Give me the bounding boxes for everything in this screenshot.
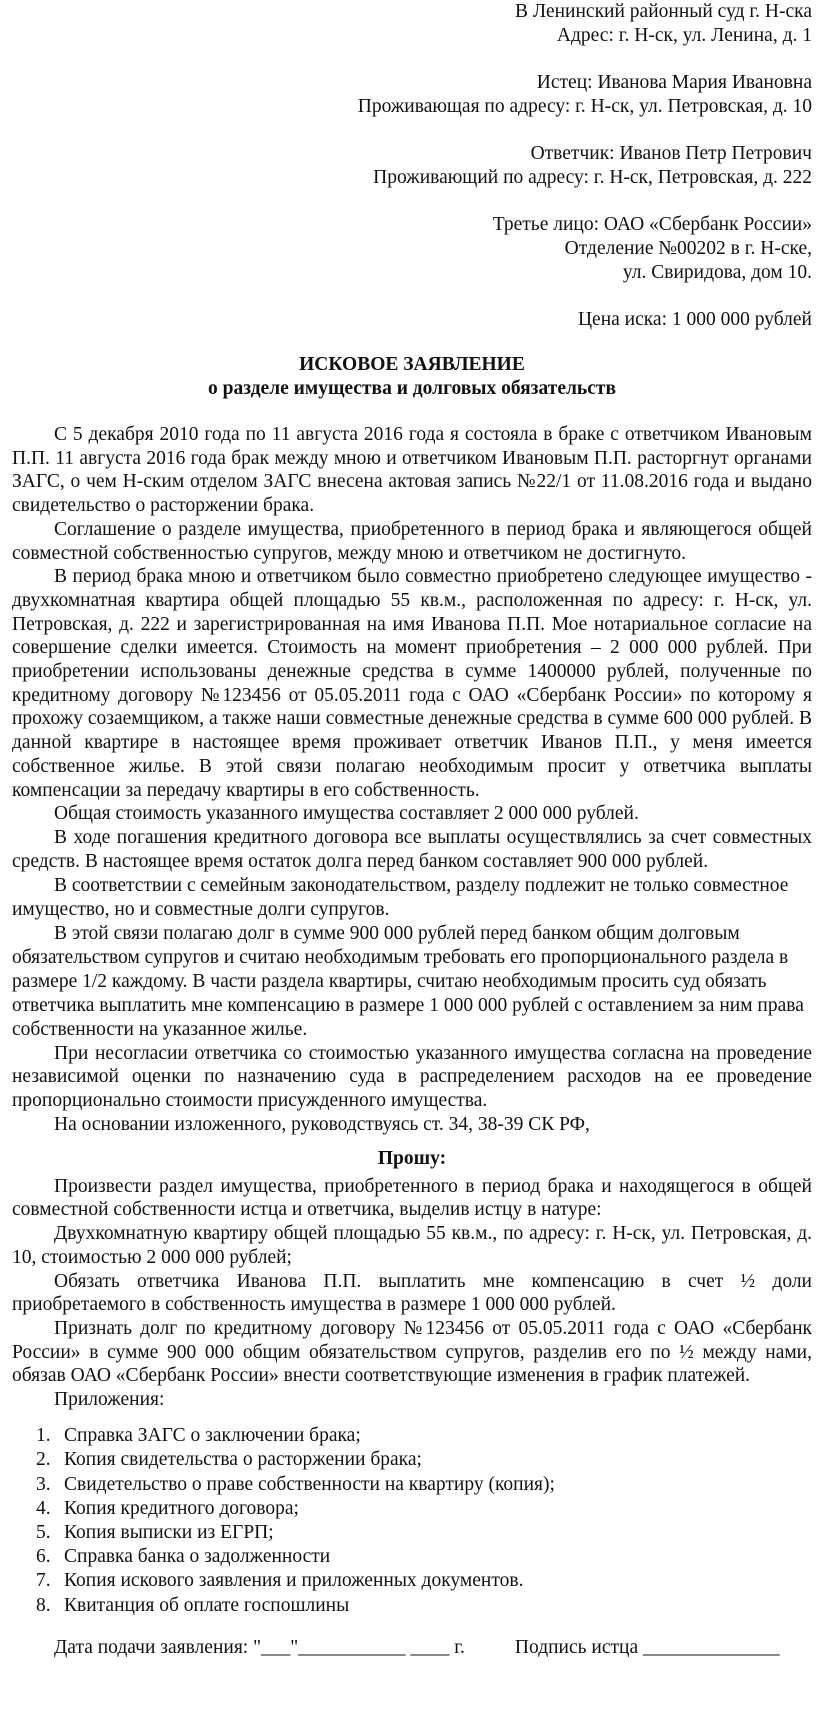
request-item: Произвести раздел имущества, приобретенного в период брака и находящегося в общей совместной собственности истца и ответчика, выделив истцу в натуре: [12, 1175, 812, 1221]
request-list [12, 1175, 812, 1388]
addressee-block [12, 0, 812, 332]
body-paragraph: В период брака мною и ответчиком было совместно приобретено следующее имущество - двухкомнатная квартира общей площадью 55 кв.м., расположенная по адресу: г. Н-ск, ул. Петровская, д. 222 и зарегистрированная на имя Иванова П.П. Мое нотариальное согласие на совершение сделки имеется. Стоимость на момент приобретения – 2 000 000 рублей. При приобретении использованы денежные средства в сумме 1400000 рублей, полученные по кредитному договору №123456 от 05.05.2011 года с ОАО «Сбербанк России» по которому я прохожу созаемщиком, а также наши совместные денежные средства в сумме 600 000 рублей. В данной квартире в настоящее время проживает ответчик Иванов П.П., у меня имеется собственное жилье. В этой связи полагаю необходимым просит у ответчика выплаты компенсации за передачу квартиры в его собственность. [12, 566, 812, 801]
third-party-name: Третье лицо: ОАО «Сбербанк России» [492, 214, 812, 235]
document-subtitle: о разделе имущества и долговых обязательств [207, 378, 617, 399]
attachments-heading: Приложения: [54, 1389, 165, 1411]
attachment-item [12, 1424, 812, 1448]
body-paragraph: В этой связи полагаю долг в сумме 900 000 рублей перед банком общим долговым обязательством супругов и считаю необходимым требовать его пропорционального раздела в размере 1/2 каждому. В части раздела квартиры, считаю необходимым просить суд обязать ответчика выплатить мне компенсацию в размере 1 000 000 рублей с оставлением за ним права собственности на указанное жилье. [12, 922, 804, 1040]
court-name: В Ленинский районный суд г. Н-ска [514, 1, 812, 22]
request-item: Признать долг по кредитному договору №123456 от 05.05.2011 года с ОАО «Сбербанк России» в сумме 900 000 общим обязательством супругов, разделив его по ½ между нами, обязав ОАО «Сбербанк России» внести соответствующие изменения в график платежей. [12, 1317, 812, 1387]
attachment-text: Справка ЗАГС о заключении брака; [64, 1425, 361, 1447]
defendant-address: Проживающий по адресу: г. Н-ск, Петровская, д. 222 [373, 167, 812, 188]
claim-body [12, 423, 812, 1137]
attachment-number: 8. [36, 1594, 51, 1616]
attachment-text: Копия искового заявления и приложенных документов. [64, 1570, 524, 1592]
attachment-text: Квитанция об оплате госпошлины [64, 1594, 350, 1616]
attachment-item [12, 1545, 812, 1569]
body-paragraph: Соглашение о разделе имущества, приобретенного в период брака и являющегося общей совместной собственностью супругов, между мною и ответчиком не достигнуто. [12, 518, 812, 564]
attachments-list [12, 1424, 812, 1618]
body-paragraph: В ходе погашения кредитного договора все выплаты осуществлялись за счет совместных средств. В настоящее время остаток долга перед банком составляет 900 000 рублей. [12, 827, 812, 872]
attachment-number: 4. [36, 1497, 51, 1519]
attachment-item [12, 1594, 812, 1618]
attachment-text: Копия свидетельства о расторжении брака; [64, 1449, 422, 1471]
attachment-item [12, 1569, 812, 1593]
attachment-number: 3. [36, 1473, 51, 1495]
third-party-street: ул. Свиридова, дом 10. [622, 262, 812, 283]
body-paragraph: С 5 декабря 2010 года по 11 августа 2016 года я состояла в браке с ответчиком Ивановым П.П. 11 августа 2016 года брак между мною и ответчиком Ивановым П.П. расторгнут органами ЗАГС, о чем Н-ским отделом ЗАГС внесена актовая запись №22/1 от 11.08.2016 года и выдано свидетельство о расторжении брака. [12, 424, 812, 517]
third-party-branch: Отделение №00202 в г. Н-ске, [564, 238, 812, 259]
attachment-text: Свидетельство о праве собственности на квартиру (копия); [64, 1473, 555, 1495]
attachment-item [12, 1473, 812, 1497]
attachment-text: Справка банка о задолженности [64, 1546, 331, 1568]
request-item: Обязать ответчика Иванова П.П. выплатить мне компенсацию в счет ½ доли приобретаемого в собственность имущества в размере 1 000 000 рублей. [12, 1270, 812, 1316]
attachment-number: 1. [36, 1425, 51, 1447]
attachment-number: 7. [36, 1570, 51, 1592]
request-heading: Прошу: [377, 1147, 447, 1169]
attachment-number: 6. [36, 1546, 51, 1568]
court-address: Адрес: г. Н-ск, ул. Ленина, д. 1 [556, 25, 812, 46]
request-item: Двухкомнатную квартиру общей площадью 55 кв.м., по адресу: г. Н-ск, ул. Петровская, д. 10, стоимостью 2 000 000 рублей; [12, 1223, 812, 1268]
claim-price: Цена иска: 1 000 000 рублей [577, 309, 812, 330]
body-paragraph: Общая стоимость указанного имущества составляет 2 000 000 рублей. [54, 803, 639, 825]
attachment-number: 5. [36, 1521, 51, 1543]
body-paragraph: На основании изложенного, руководствуясь ст. 34, 38-39 СК РФ, [54, 1113, 590, 1135]
defendant-name: Ответчик: Иванов Петр Петрович [530, 143, 812, 164]
plaintiff-name: Истец: Иванова Мария Ивановна [536, 72, 812, 93]
document-page [12, 0, 812, 1660]
body-paragraph: В соответствии с семейным законодательством, разделу подлежит не только совместное имущество, но и совместные долги супругов. [12, 874, 789, 920]
plaintiff-address: Проживающая по адресу: г. Н-ск, ул. Петровская, д. 10 [357, 96, 812, 117]
document-title: ИСКОВОЕ ЗАЯВЛЕНИЕ [299, 354, 525, 375]
attachment-item [12, 1448, 812, 1472]
body-paragraph: При несогласии ответчика со стоимостью указанного имущества согласна на проведение независимой оценки по назначению суда в распределением расходов на ее проведение пропорционально стоимости присужденного имущества. [12, 1042, 812, 1112]
plaintiff-signature-field: Подпись истца ______________ [514, 1636, 780, 1658]
attachment-text: Копия выписки из ЕГРП; [64, 1521, 274, 1543]
attachment-number: 2. [36, 1449, 51, 1471]
filing-date-field: Дата подачи заявления: "___"___________ ____ г. [54, 1636, 465, 1658]
signature-block [12, 1636, 812, 1660]
attachment-item [12, 1497, 812, 1521]
attachment-item [12, 1521, 812, 1545]
attachment-text: Копия кредитного договора; [64, 1497, 299, 1519]
